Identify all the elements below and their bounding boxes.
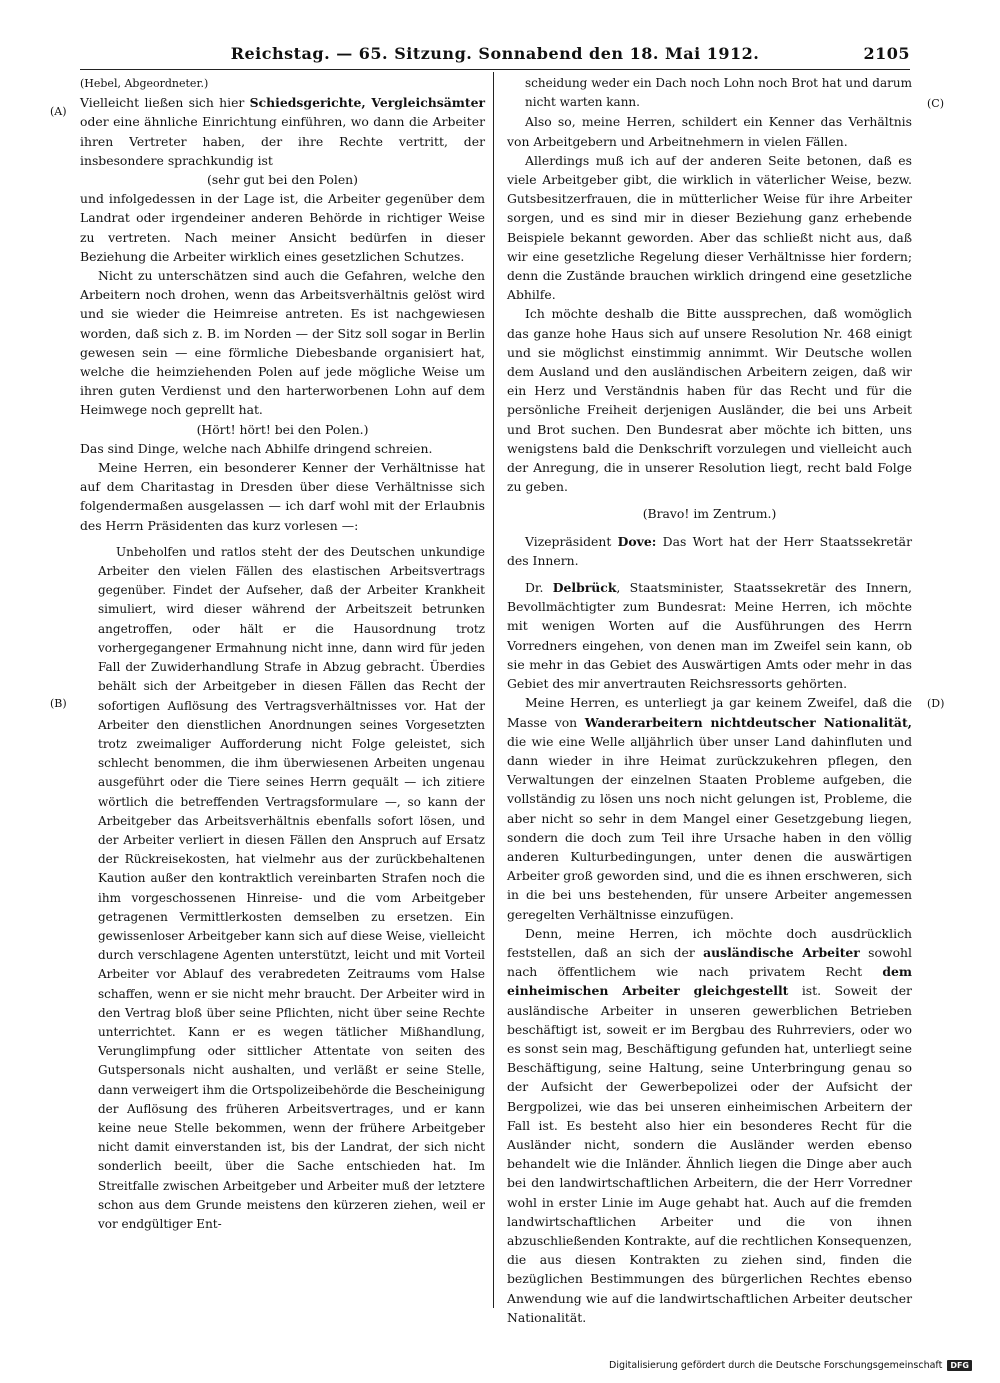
paragraph (80, 93, 485, 170)
header-rule (80, 69, 910, 70)
text-run: ist. Soweit der ausländische Arbeiter in unseren gewerblichen Betrieben beschäftigt ist, soweit er im Bergbau des Ruhrreviers, oder wo es sonst sein mag, Beschäftigung gefunden hat, unterliegt seine Beschäftigung, seine Haltung, seine Unterbringung genau so der Aufsicht der Gewerbepolizei oder der Aufsicht der Bergpolizei, wie das bei unseren einheimischen Arbeitern der Fall ist. Es besteht also hier ein besonderes Recht für die Ausländer nicht, sondern die Ausländer werden ebenso behandelt wie die Inländer. Ähnlich liegen die Dinge aber auch bei den landwirtschaftlichen Arbeitern, die der Herr Vorredner wohl in erster Linie im Auge gehabt hat. Auch auf die fremden landwirtschaftlichen Arbeiter und die von ihnen abzuschließenden Kontrakte, auf die rechtlichen Konsequenzen, die aus diesen Kontrakten zu ziehen sind, finden die bezüglichen Bestimmungen des bürgerlichen Rechtes ebenso Anwendung wie auf die landwirtschaftlichen Arbeiter deutscher Nationalität. (507, 983, 912, 1325)
text-run: Meine Herren, es unterliegt ja gar keinem Zweifel, daß die Masse von (507, 695, 912, 730)
speaker-note: (Hebel, Abgeordneter.) (80, 77, 209, 90)
text-run: , Staatsminister, Staatssekretär des Innern, Bevollmächtigter zum Bundesrat: Meine Herren, ich möchte mit wenigen Worten auf die Ausführungen des Herrn Vorredners eingehen, von denen man im Zweifel sein kann, ob sie mehr in das Gebiet des Auswärtigen Amts oder mehr in das Gebiet des mir anvertrauten Reichsressorts gehörten. (507, 580, 912, 692)
text-run: Denn, meine Herren, ich möchte doch ausdrücklich feststellen, daß an sich der (507, 925, 912, 960)
margin-marker-c: (C) (927, 97, 944, 110)
digitization-credit (609, 1360, 972, 1371)
left-column (80, 74, 485, 1306)
interjection: (Bravo! im Zentrum.) (642, 506, 777, 522)
interjection: (sehr gut bei den Polen) (207, 172, 358, 188)
text-run: die wie eine Welle allјährlich über unser Land dahinfluten und dann wieder in ihre Heimat zurückzukehren pflegen, den Verwaltungen der einzelnen Staaten Probleme aufgeben, die vollständig zu lösen uns noch nicht gelungen ist, Probleme, die aber nicht so sehr in dem Mangel einer Gesetzgebung liegen, sondern die doch zum Teil ihre Ursache haben in den völlig anderen Kulturbedingungen, unter denen die auswärtigen Arbeiter groß geworden sind, und die es ihnen erschweren, sich in die bei uns bestehenden, für unsere Arbeiter angemessen geregelten Verhältnisse einzufügen. (507, 733, 912, 922)
emphasis-text: Wanderarbeitern nichtdeutscher Nationalität, (584, 714, 912, 730)
margin-marker-d: (D) (927, 697, 945, 710)
speaker-name: Delbrück (552, 580, 617, 596)
quotation: Unbeholfen und ratlos steht der des Deutschen unkundige Arbeiter den vielen Fällen des elastischen Arbeitsvertrags gegenüber. Findet der Aufseher, daß der Arbeiter Krankheit simuliert, wird dieser während der Arbeitszeit betrunken angetroffen, oder hält er die Hausordnung trotz vorhergegangener Ermahnung nicht inne, dann wird für jeden Fall der Zuwiderhandlung Strafe in Abzug gebracht. Überdies behält sich der Arbeitgeber in diesen Fällen das Recht der sofortigen Auflösung des Vertragsverhältnisses vor. Hat der Arbeiter den dienstlichen Anordnungen seines Vorgesetzten trotz zweimaliger Aufforderung nicht Folge geleistet, sich schlecht benommen, die ihm überwiesenen Arbeiten ungenau ausgeführt oder die Tiere seines Herrn gequält — ich zitiere wörtlich die betreffenden Vertragsformulare —, so kann der Arbeitgeber das Arbeitsverhältnis ebenfalls sofort lösen, und der Arbeiter verliert in diesen Fällen den Anspruch auf Ersatz der Rückreisekosten, hat vielmehr aus der zurückbehaltenen Kaution außer den kontraktlich vereinbarten Strafen noch die ihm vorgeschossenen Hinreise- und die vom Arbeitgeber getragenen Vermittlerkosten demselben zu ersetzen. Ein gewissenloser Arbeitgeber kann sich auf diese Weise, vielleicht durch verschlagene Agenten unterstützt, leicht und mit Vorteil Arbeiter vor Ablauf des verabredeten Zeitraums vom Halse schaffen, wenn er sie nicht mehr braucht. Der Arbeiter wird in den Vertrag bloß über seine Pflichten, nicht über seine Rechte unterrichtet. Kann er es wegen tätlicher Mißhandlung, Verunglimpfung oder sittlicher Attentate von seiten des Gutspersonals nicht aushalten, und verläßt er seine Stelle, dann verweigert ihm die Ortspolizeibehörde die Bescheinigung der Auflösung des früheren Arbeitsvertrages, und er kann keine neue Stelle bekommen, wenn der frühere Arbeitgeber nicht damit einverstanden ist, bis der Landrat, der sich nicht sonderlich beeilt, über die Sache entschieden hat. Im Streitfalle zwischen Arbeitgeber und Arbeiter muß der letztere schon aus dem Grunde meistens den kürzeren ziehen, weil er vor endgültiger Ent- (98, 544, 485, 1231)
quotation-continued: scheidung weder ein Dach noch Lohn noch Brot hat und darum nicht warten kann. (525, 76, 912, 110)
margin-marker-a: (A) (50, 105, 67, 118)
speaker-statement (507, 578, 912, 693)
margin-marker-b: (B) (50, 697, 67, 710)
text-run: oder eine ähnliche Einrichtung einführen, wo dann die Arbeiter ihren Vertreter haben, der ihre Rechte vertritt, der insbesondere sprachkundig ist (80, 114, 485, 168)
paragraph: Also so, meine Herren, schildert ein Kenner das Verhältnis von Arbeitgebern und Arbeitnehmern in vielen Fällen. (507, 114, 912, 149)
paragraph: Meine Herren, ein besonderer Kenner der Verhältnisse hat auf dem Charitastag in Dresden über diese Verhältnisse sich folgendermaßen ausgelassen — ich darf wohl mit der Erlaubnis des Herrn Präsidenten das kurz vorlesen —: (80, 460, 485, 533)
column-divider (493, 72, 494, 1308)
paragraph (507, 693, 912, 923)
emphasis-text: Schiedsgerichte, Vergleichsämter (249, 95, 485, 111)
right-column (507, 74, 912, 1325)
paragraph: und infolgedessen in der Lage ist, die Arbeiter gegenüber dem Landrat oder irgendeiner anderen Behörde in richtiger Weise zu vertreten. Nach meiner Ansicht bedürfen in dieser Beziehung die Arbeiter wirklich eines gesetzlichen Schutzes. (80, 191, 485, 264)
page-number: 2105 (863, 44, 910, 63)
interjection: (Hört! hört! bei den Polen.) (196, 421, 369, 437)
paragraph (507, 924, 912, 1327)
dfg-logo: DFG (947, 1360, 972, 1371)
paragraph: Ich möchte deshalb die Bitte aussprechen, daß womöglich das ganze hohe Haus sich auf unsere Resolution Nr. 468 einigt und sie möglichst einstimmig annimmt. Wir Deutsche wollen dem Ausland und den ausländischen Arbeitern zeigen, daß wir ein Herz und Verständnis haben für das Recht und für die persönliche Freiheit derjenigen Ausländer, die bei uns Arbeit und Brot suchen. Den Bundesrat aber möchte ich bitten, uns wenigstens bald die Denkschrift vorzulegen und vielleicht auch der Anregung, die in unserer Resolution liegt, recht bald Folge zu geben. (507, 306, 912, 495)
credit-text: Digitalisierung gefördert durch die Deutsche Forschungsgemeinschaft (609, 1360, 943, 1371)
text-run: sowohl nach öffentlichem wie nach privatem Recht (507, 944, 912, 980)
emphasis-text: ausländische Arbeiter (703, 944, 860, 960)
presiding-officer-statement (507, 532, 912, 570)
text-run: Vielleicht ließen sich hier (80, 95, 250, 111)
text-run: Dr. (525, 580, 553, 596)
emphasis-text: dem einheimischen Arbeiter gleichgestellt (507, 964, 912, 999)
text-run: Vizepräsident (525, 533, 618, 549)
speaker-name: Dove: (617, 533, 657, 549)
running-title: Reichstag. — 65. Sitzung. Sonnabend den 18. Mai 1912. (230, 44, 760, 63)
paragraph: Das sind Dinge, welche nach Abhilfe dringend schreien. (80, 440, 433, 456)
text-run: Das Wort hat der Herr Staatssekretär des Innern. (507, 533, 912, 568)
paragraph: Nicht zu unterschätzen sind auch die Gefahren, welche den Arbeitern noch drohen, wenn das Arbeitsverhältnis gelöst wird und sie wieder die Heimreise antreten. Es ist nachgewiesen worden, daß sich z. B. im Norden — der Sitz soll sogar in Berlin gewesen sein — eine förmliche Diebesbande organisiert hat, welche die heimziehenden Polen auf jede mögliche Weise um ihren guten Verdienst und den harterworbenen Lohn auf dem Heimwege noch geprellt hat. (80, 268, 485, 418)
paragraph: Allerdings muß ich auf der anderen Seite betonen, daß es viele Arbeitgeber gibt, die wirklich in väterlicher Weise, bezw. Gutsbesitzerfrauen, die in mütterlicher Weise für ihre Arbeiter sorgen, und es sind mir in dieser Beziehung ganz erhebende Beispiele bekannt geworden. Aber das schließt nicht aus, daß wir eine gesetzliche Regelung dieser Verhältnisse hier fordern; denn die Zustände brauchen wirklich dringend eine gesetzliche Abhilfe. (507, 152, 912, 303)
page-header (80, 40, 910, 70)
